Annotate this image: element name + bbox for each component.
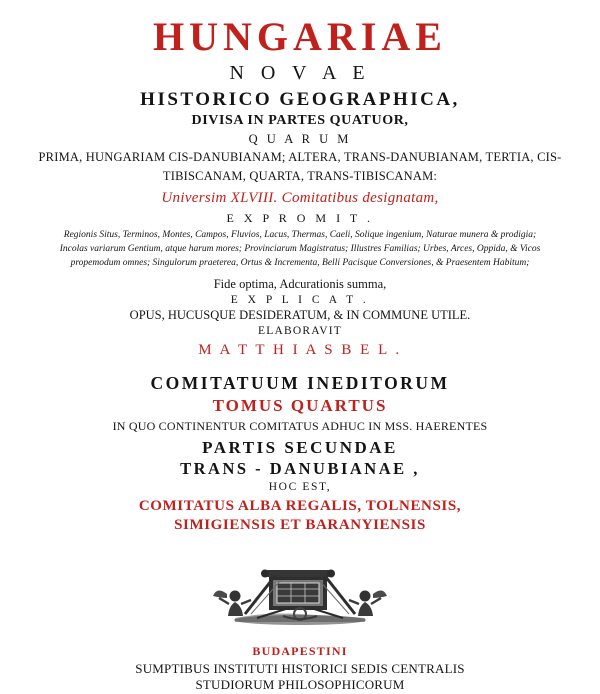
italic-description-line-3: propemodum omnes; Singulorum praeterea, Ortus & Incrementa, Belli Pacisque Conversiones, & Praesentem Habitum;: [70, 257, 530, 268]
imprint-block: [26, 644, 574, 694]
label-explicat: E X P L I C A T .: [230, 293, 370, 306]
imprint-line-1: SUMPTIBUS INSTITUTI HISTORICI SEDIS CENTRALIS: [135, 660, 465, 676]
volume-contents-note: IN QUO CONTINENTUR COMITATUS ADHUC IN MSS. HAERENTES: [112, 418, 488, 433]
subtitle-divisa: DIVISA IN PARTES QUATUOR,: [191, 113, 409, 128]
volume-comitatuum-ineditorum: COMITATUUM INEDITORUM: [150, 372, 450, 393]
label-quarum: Q U A R U M: [248, 132, 352, 146]
universim-line: Universim XLVIII. Comitatibus designatam,: [161, 190, 439, 207]
plough-cherubs-engraving-icon: [205, 556, 395, 628]
author-name: M A T T H I A S B E L .: [198, 341, 402, 358]
subtitle-historico-geographica: HISTORICO GEOGRAPHICA,: [140, 89, 460, 110]
fide-line: Fide optima, Adcurationis summa,: [213, 276, 387, 291]
volume-tomus-quartus: TOMUS QUARTUS: [212, 395, 388, 415]
page-title: HUNGARIAE: [153, 14, 447, 59]
label-expromit: E X P R O M I T .: [226, 211, 374, 226]
comitatus-list-line-1: COMITATUS ALBA REGALIS, TOLNENSIS,: [138, 497, 462, 514]
spacer-divider: [26, 359, 574, 373]
enumeration-line-1: PRIMA, HUNGARIAM CIS-DANUBIANAM; ALTERA, TRANS-DANUBIANAM, TERTIA, CIS-: [38, 150, 562, 164]
comitatus-list-line-2: SIMIGIENSIS ET BARANYIENSIS: [174, 517, 426, 534]
volume-partis-secundae: PARTIS SECUNDAE: [202, 437, 398, 457]
imprint-line-2: STUDIORUM PHILOSOPHICORUM: [195, 677, 405, 693]
italic-description-line-1: Regionis Situs, Terminos, Montes, Campos, Fluvios, Lacus, Thermas, Caeli, Solique ingenium, Naturae munera & prodigia;: [63, 230, 537, 241]
enumeration-line-2: TIBISCANAM, QUARTA, TRANS-TIBISCANAM:: [162, 168, 438, 183]
label-elaboravit: ELABORAVIT: [258, 324, 342, 337]
italic-description-line-2: Incolas variarum Gentium, atque harum mores; Provinciarum Magistratus; Illustres Familias; Urbes, Arces, Oppida, & Vicos: [59, 244, 541, 255]
subtitle-novae: N O V A E: [229, 62, 371, 84]
imprint-place: BUDAPESTINI: [252, 643, 348, 658]
volume-trans-danubianae: TRANS - DANUBIANAE ,: [180, 458, 420, 478]
vignette-illustration: [26, 556, 574, 628]
opus-line: OPUS, HUCUSQUE DESIDERATUM, & IN COMMUNE UTILE.: [129, 307, 471, 322]
label-hoc-est: HOC EST,: [268, 480, 332, 493]
